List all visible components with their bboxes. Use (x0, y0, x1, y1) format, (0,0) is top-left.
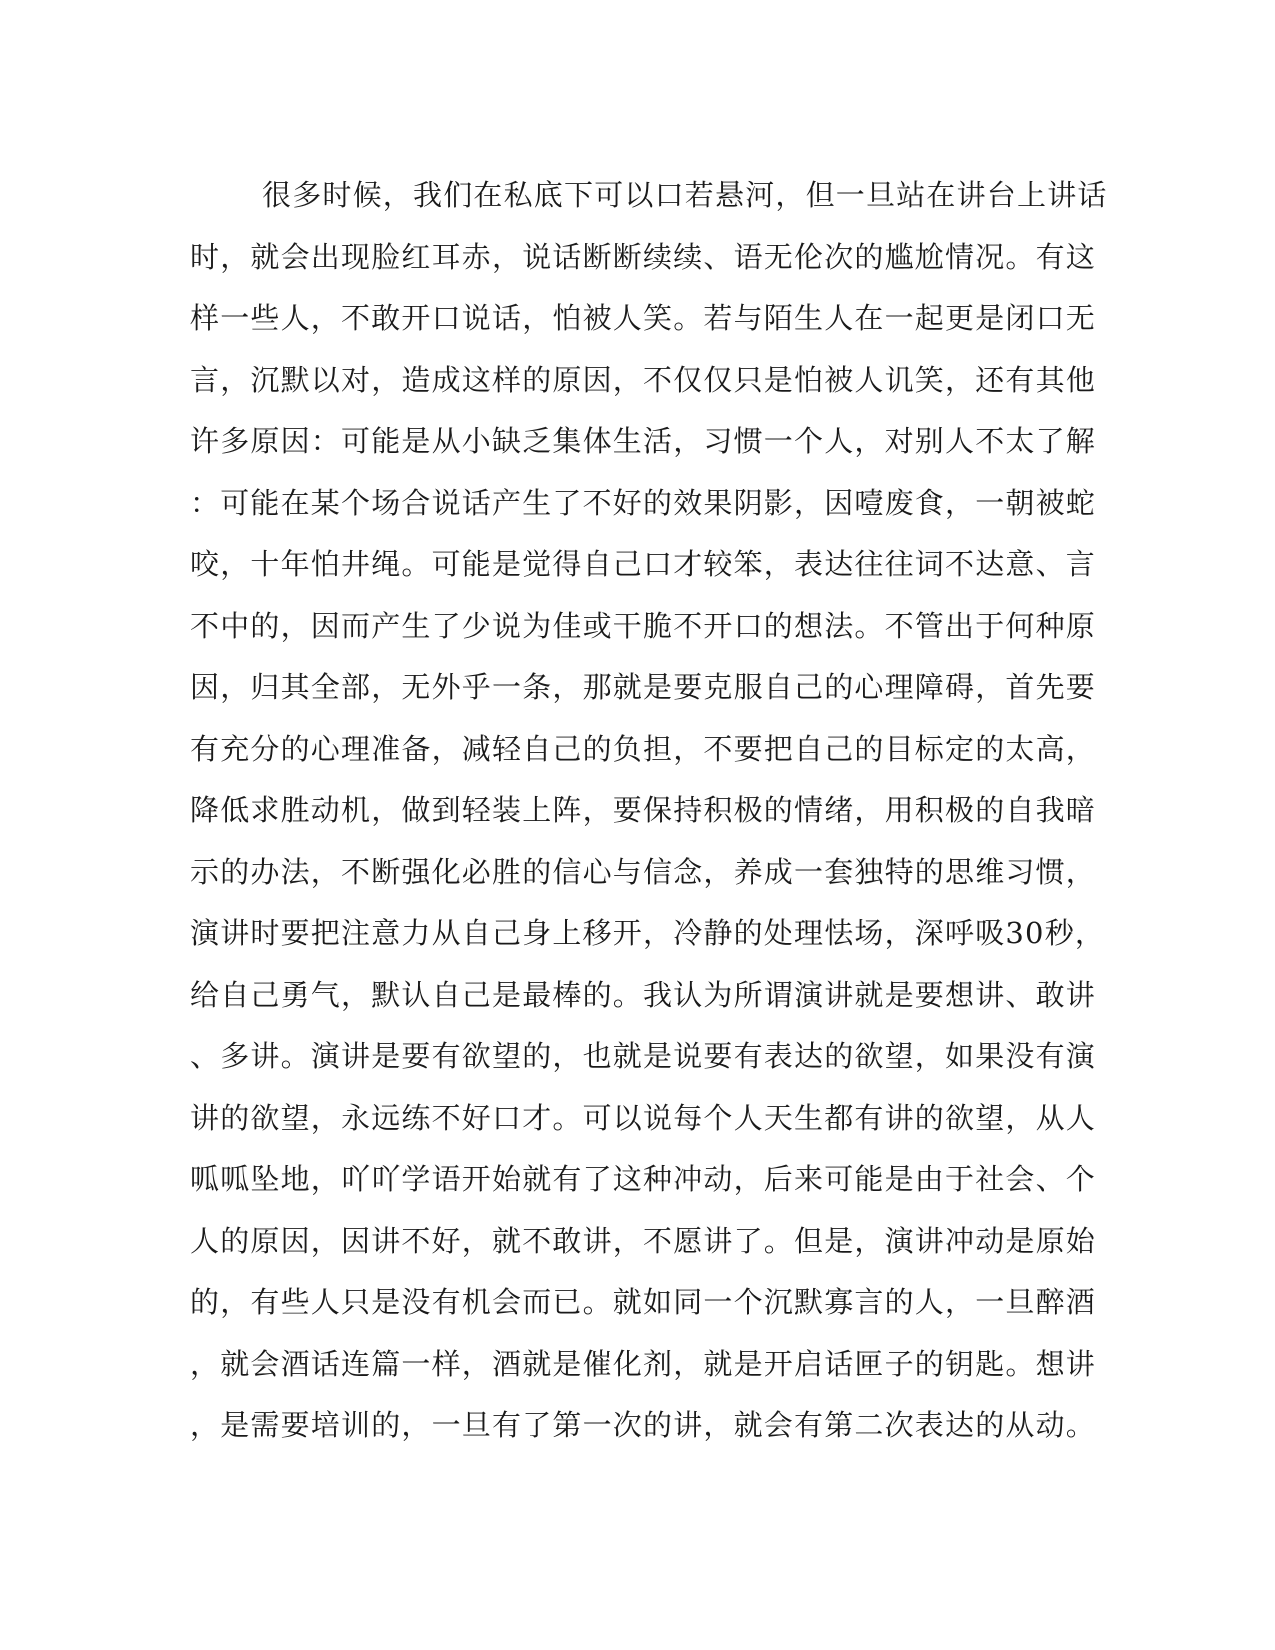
paragraph-line: 、多讲。演讲是要有欲望的，也就是说要有表达的欲望，如果没有演 (190, 1039, 1097, 1073)
paragraph-line: 示的办法，不断强化必胜的信心与信念，养成一套独特的思维习惯， (190, 854, 1097, 889)
paragraph-line: 许多原因：可能是从小缺乏集体生活，习惯一个人，对别人不太了解 (190, 424, 1097, 458)
paragraph-line: 人的原因，因讲不好，就不敢讲，不愿讲了。但是，演讲冲动是原始 (190, 1223, 1097, 1258)
paragraph-line: 言，沉默以对，造成这样的原因，不仅仅只是怕被人讥笑，还有其他 (190, 362, 1097, 397)
paragraph-line: 给自己勇气，默认自己是最棒的。我认为所谓演讲就是要想讲、敢讲 (190, 977, 1097, 1012)
paragraph-line: 因，归其全部，无外乎一条，那就是要克服自己的心理障碍，首先要 (190, 670, 1097, 704)
paragraph-line: 时，就会出现脸红耳赤，说话断断续续、语无伦次的尴尬情况。有这 (190, 239, 1097, 274)
paragraph-line: 演讲时要把注意力从自己身上移开，冷静的处理怯场，深呼吸30秒， (190, 916, 1106, 950)
paragraph-line: 不中的，因而产生了少说为佳或干脆不开口的想法。不管出于何种原 (190, 608, 1097, 643)
paragraph-line: 讲的欲望，永远练不好口才。可以说每个人天生都有讲的欲望，从人 (190, 1100, 1097, 1135)
paragraph-line: 降低求胜动机，做到轻装上阵，要保持积极的情绪，用积极的自我暗 (190, 793, 1097, 827)
paragraph-line: 样一些人，不敢开口说话，怕被人笑。若与陌生人在一起更是闭口无 (190, 301, 1097, 335)
paragraph-line: 呱呱坠地，吖吖学语开始就有了这种冲动，后来可能是由于社会、个 (190, 1162, 1097, 1196)
paragraph-line: 的，有些人只是没有机会而已。就如同一个沉默寡言的人，一旦醉酒 (190, 1285, 1097, 1319)
body-paragraph (190, 165, 1108, 1457)
paragraph-line: 咬，十年怕井绳。可能是觉得自己口才较笨，表达往往词不达意、言 (190, 547, 1097, 581)
paragraph-line: ，就会酒话连篇一样，酒就是催化剂，就是开启话匣子的钥匙。想讲 (190, 1346, 1097, 1381)
paragraph-line: 有充分的心理准备，减轻自己的负担，不要把自己的目标定的太高， (190, 731, 1097, 766)
paragraph-line: ，是需要培训的，一旦有了第一次的讲，就会有第二次表达的从动。 (190, 1408, 1097, 1442)
paragraph-line: 很多时候，我们在私底下可以口若悬河，但一旦站在讲台上讲话 (262, 178, 1108, 212)
paragraph-line: ：可能在某个场合说话产生了不好的效果阴影，因噎废食，一朝被蛇 (190, 485, 1097, 520)
